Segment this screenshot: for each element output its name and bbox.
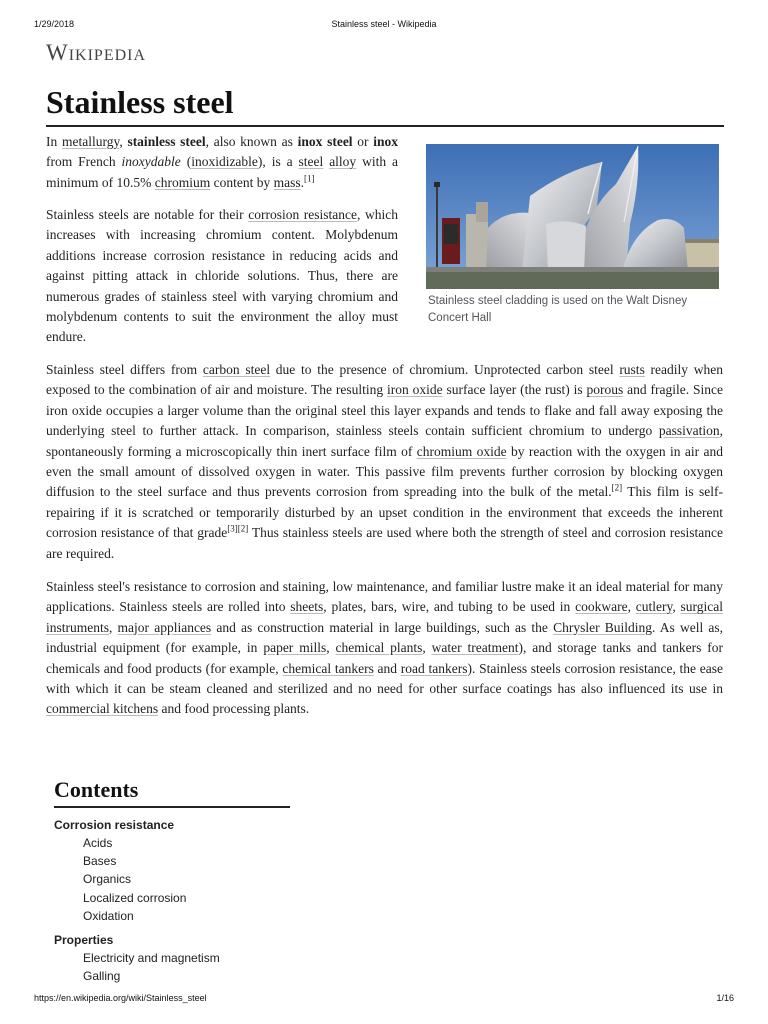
link-chemical-plants[interactable]: chemical plants [335,640,423,656]
link-chromium[interactable]: chromium [154,174,211,190]
print-date: 1/29/2018 [34,19,75,29]
print-page-number: 1/16 [716,993,734,1003]
citation[interactable]: [3] [227,523,238,534]
link-steel[interactable]: steel [298,154,324,170]
link-chemical-tankers[interactable]: chemical tankers [282,660,374,676]
link-metallurgy[interactable]: metallurgy [61,134,120,149]
link-chrysler-building[interactable]: Chrysler Building [553,619,652,635]
link-paper-mills[interactable]: paper mills [263,640,327,656]
page-title: Stainless steel [46,84,234,120]
print-title: Stainless steel - Wikipedia [331,19,437,29]
toc-subitem-organics[interactable]: Organics [83,872,132,887]
toc-subitem-oxidation[interactable]: Oxidation [83,908,134,923]
toc-list [54,816,290,985]
body-paragraph-4: Stainless steel's resistance to corrosion and staining, low maintenance, and familiar lustre make it an ideal material for many applications. Stainless steels are rolled into sheets, plates, bars, wire, and tubing to be used in cookware, cutlery, surgical instruments, major appliances and as construction material in large buildings, such as the Chrysler Building. As well as, industrial equipment (for example, in paper mills, chemical plants, water treatment), and storage tanks and tankers for chemicals and food products (for example, chemical tankers and road tankers). Stainless steels corrosion resistance, the ease with which it can be steam cleaned and sterilized and no need for other surface coatings has also influenced its use in commercial kitchens and food processing plants. [46,579,724,717]
link-porous[interactable]: porous [586,382,624,398]
figure-caption: Stainless steel cladding is used on the Walt Disney Concert Hall [428,295,688,324]
toc-subitem-localized-corrosion[interactable]: Localized corrosion [83,890,187,905]
link-surgical-instruments[interactable]: surgical instruments [46,599,724,635]
print-footer [0,993,768,1005]
link-commercial-kitchens[interactable]: commercial kitchens [46,701,159,717]
infobox-figure [426,144,719,327]
citation[interactable]: [1] [304,173,315,184]
link-passivation[interactable]: passivation [658,423,720,439]
toc-subitem-electricity-and-magnetism[interactable]: Electricity and magnetism [83,951,220,966]
concert-hall-photo[interactable] [426,144,719,289]
toc-item-corrosion-resistance[interactable]: Corrosion resistance [54,818,175,832]
link-alloy[interactable]: alloy [329,154,357,170]
print-url: https://en.wikipedia.org/wiki/Stainless_steel [34,993,207,1003]
link-major-appliances[interactable]: major appliances [117,619,212,635]
link-corrosion-resistance[interactable]: corrosion resistance [248,207,358,222]
link-chromium-oxide[interactable]: chromium oxide [416,443,507,459]
toc-subitem-acids[interactable]: Acids [83,836,113,850]
citation[interactable]: [2] [237,523,249,534]
contents-heading: Contents [54,777,139,802]
link-water-treatment[interactable]: water treatment [431,640,519,656]
link-carbon-steel[interactable]: carbon steel [202,362,271,377]
link-rusts[interactable]: rusts [619,362,645,377]
intro-paragraph-2: Stainless steels are notable for their corrosion resistance, which increases with increasing chromium content. Molybdenum additions increase corrosion resistance in reducing acids and against pitting attack in chloride solutions. Thus, there are numerous grades of stainless steel with varying chromium and molybdenum contents to suit the environment the alloy must endure. [46,207,398,345]
link-cutlery[interactable]: cutlery [635,599,673,615]
link-sheets[interactable]: sheets [290,599,324,615]
link-road-tankers[interactable]: road tankers [400,660,468,676]
link-cookware[interactable]: cookware [575,599,628,615]
contents-divider [54,806,290,808]
link-inoxidizable[interactable]: inoxidizable [191,154,258,170]
citation[interactable]: [2] [611,482,623,493]
toc-section [54,931,290,985]
link-mass[interactable]: mass [273,174,301,190]
toc-subitem-bases[interactable]: Bases [83,854,117,869]
toc-item-properties[interactable]: Properties [54,933,114,948]
wikipedia-logo[interactable]: Wikipedia [46,40,147,65]
table-of-contents [54,776,290,985]
toc-subitem-galling[interactable]: Galling [83,969,121,984]
toc-section [54,816,290,925]
intro-paragraph-1: In metallurgy, stainless steel, also known as inox steel or inox from French inoxydable (inoxidizable), is a steel alloy with a minimum of 10.5% chromium content by mass.[1] [46,134,399,190]
title-divider [46,125,724,127]
print-header [0,19,768,31]
body-paragraph-3: Stainless steel differs from carbon steel due to the presence of chromium. Unprotected carbon steel rusts readily when exposed to the combination of air and moisture. The resulting iron oxide surface layer (the rust) is porous and fragile. Since iron oxide occupies a larger volume than the original steel this layer expands and tends to flake and fall away exposing the underlying steel to further attack. In comparison, stainless steels contain sufficient chromium to undergo passivation, spontaneously forming a microscopically thin inert surface film of chromium oxide by reaction with the oxygen in air and even the small amount of dissolved oxygen in water. This passive film prevents further corrosion by blocking oxygen diffusion to the steel surface and thus prevents corrosion from spreading into the bulk of the metal.[2] This film is self-repairing if it is scratched or temporarily disturbed by an upset condition in the environment that exceeds the inherent corrosion resistance of that grade[3][2] Thus stainless steels are used where both the strength of steel and corrosion resistance are required. [46,362,724,561]
link-iron-oxide[interactable]: iron oxide [387,382,443,398]
